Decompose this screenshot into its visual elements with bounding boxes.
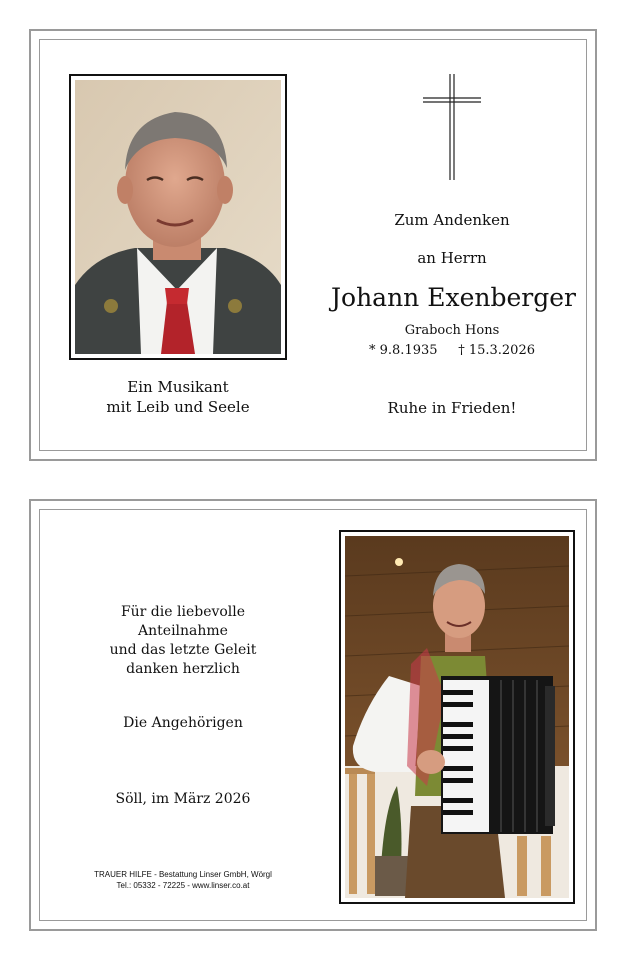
portrait-photo [75,80,281,354]
closing-text: Ruhe in Frieden! [387,399,517,417]
memorial-card-back [29,499,597,931]
memorial-card-front [29,29,597,461]
signature-text: Die Angehörigen [123,715,243,731]
accordion-photo [345,536,569,898]
cross-icon [423,74,481,180]
thanks-message [71,603,295,679]
thanks-line-2: Anteilnahme [138,623,228,639]
footer-line-2: Tel.: 05332 - 72225 - www.linser.co.at [116,881,250,890]
deceased-nickname: Graboch Hons [404,323,500,338]
thanks-line-4: danken herzlich [126,661,240,677]
footer-line-1: TRAUER HILFE - Bestattung Linser GmbH, Wörgl [94,870,272,879]
intro-text: Zum Andenken [394,211,510,229]
portrait-caption-line-2: mit Leib und Seele [106,398,250,416]
thanks-line-3: und das letzte Geleit [109,642,257,658]
honorific-text: an Herrn [417,249,487,267]
life-dates [331,343,573,358]
portrait-caption [69,377,287,417]
portrait-photo-frame [69,74,287,360]
thanks-line-1: Für die liebevolle [120,604,246,620]
birth-date: * 9.8.1935 [369,343,438,358]
deceased-name: Johann Exenberger [331,283,576,312]
funeral-home-footer [71,869,295,891]
portrait-caption-line-1: Ein Musikant [127,378,229,396]
death-date: † 15.3.2026 [458,343,535,358]
place-date-text: Söll, im März 2026 [115,791,251,807]
accordion-photo-frame [339,530,575,904]
